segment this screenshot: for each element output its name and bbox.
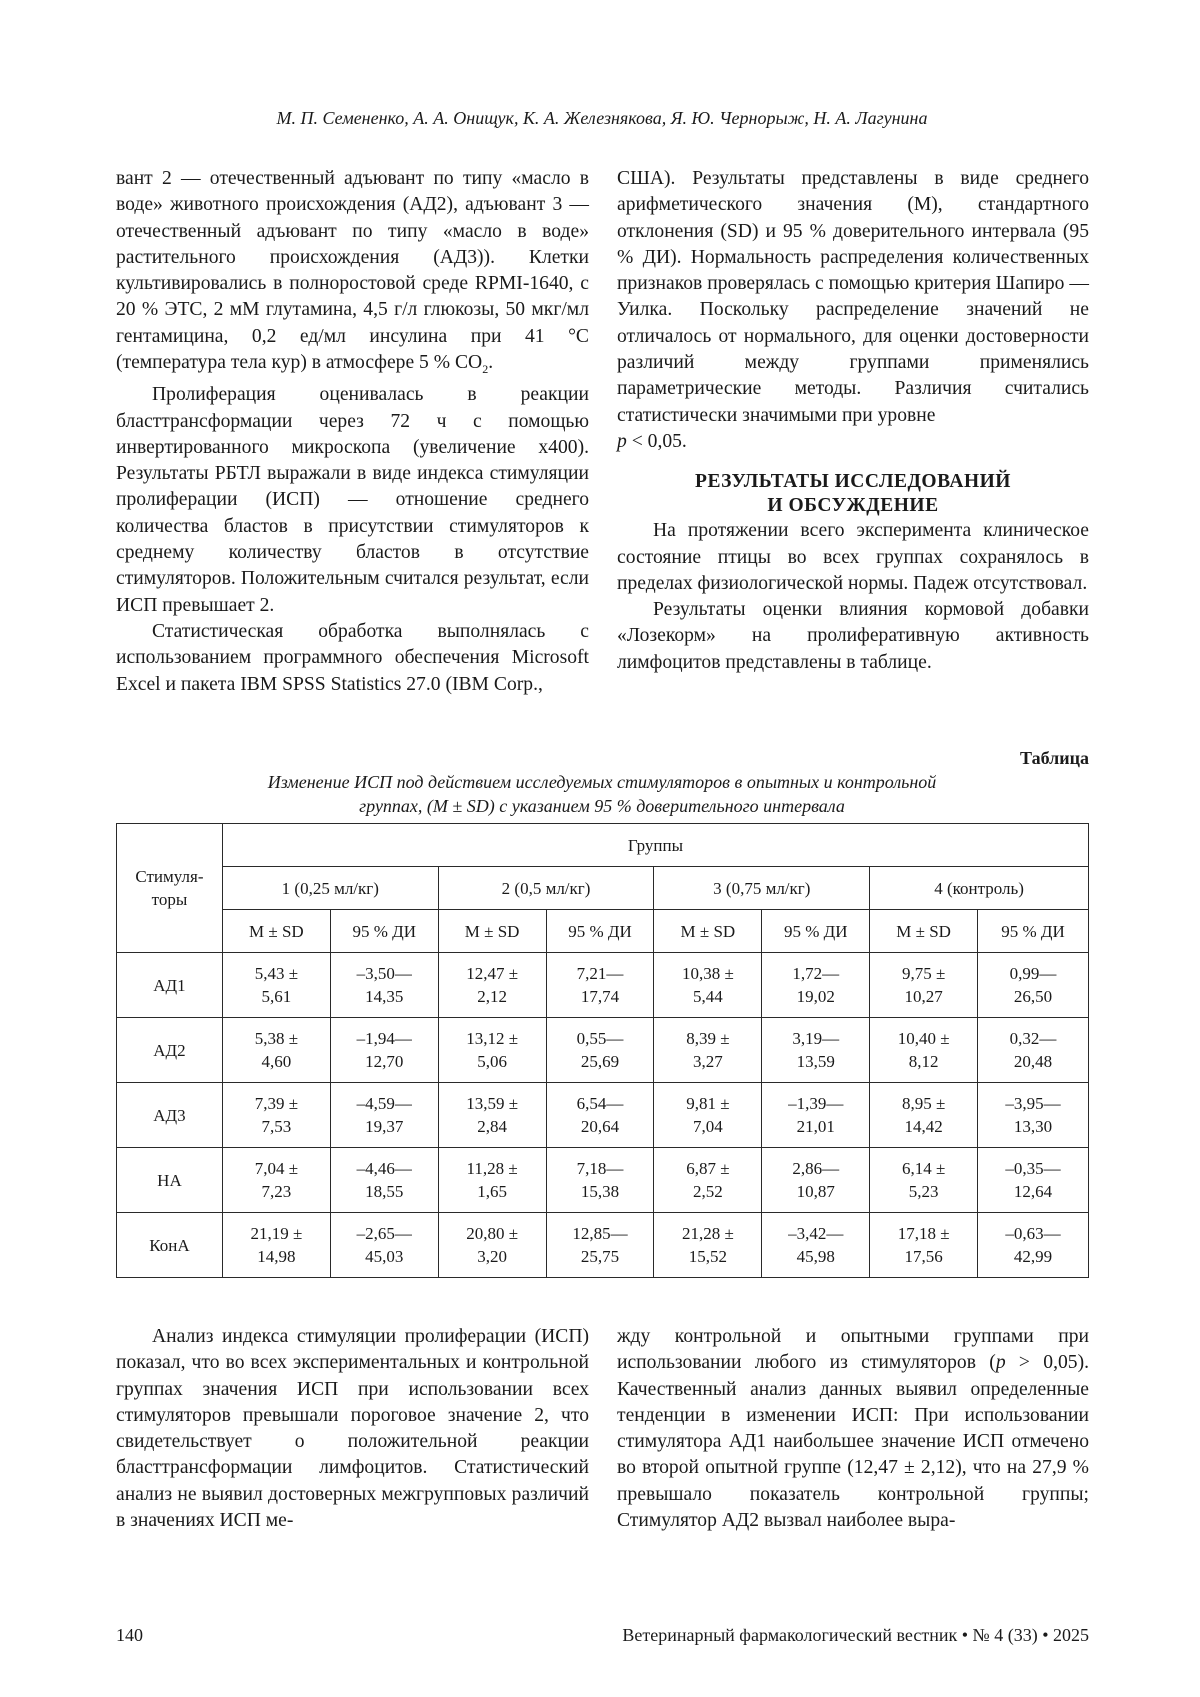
column-4 <box>617 1324 1089 1534</box>
table-cell: –4,46— 18,55 <box>330 1148 438 1213</box>
paragraph: Результаты оценки влияния кормовой добавки «Лозекорм» на пролиферативную активность лимфоцитов представлены в таблице. <box>617 599 1089 673</box>
paragraph: Пролиферация оценивалась в реакции бласттрансформации через 72 ч с помощью инвертированного микроскопа (увеличение х400). Результаты РБТЛ выражали в виде индекса стимуляции пролиферации (ИСП) — отношение среднего количества бластов в присутствии стимуляторов к среднему количеству бластов в отсутствие стимуляторов. Положительным считался результат, если ИСП превышает 2. <box>116 384 589 616</box>
running-header: М. П. Семененко, А. А. Онищук, К. А. Железнякова, Я. Ю. Чернорыж, Н. А. Лагунина <box>276 108 928 128</box>
paragraph: На протяжении всего эксперимента клиническое состояние птицы во всех группах сохранялось в пределах физиологической нормы. Падеж отсутствовал. <box>617 520 1089 594</box>
table-cell: –1,94— 12,70 <box>330 1018 438 1083</box>
table-row <box>117 953 1089 1018</box>
table-cell: 8,39 ± 3,27 <box>654 1018 762 1083</box>
table-cell: 9,75 ± 10,27 <box>870 953 978 1018</box>
stimulator-name: НА <box>117 1148 223 1213</box>
table-cell: 5,38 ± 4,60 <box>222 1018 330 1083</box>
table-cell: 2,86— 10,87 <box>762 1148 870 1213</box>
subheader: 95 % ДИ <box>546 910 654 953</box>
groups-header: Группы <box>222 824 1088 867</box>
paragraph: США). Результаты представлены в виде среднего арифметического значения (М), стандартного отклонения (SD) и 95 % доверительного интервала (95 % ДИ). Нормальность распределения количественных признаков проверялась с помощью критерия Шапиро — Уилка. Поскольку распределение значений не отличалось от нормального, для оценки достоверности различий между группами применялись параметрические методы. Различия считались статистически значимыми при уровне p < 0,05. <box>617 168 1089 452</box>
table-cell: 9,81 ± 7,04 <box>654 1083 762 1148</box>
column-3 <box>116 1324 589 1534</box>
paragraph: вант 2 — отечественный адъювант по типу «масло в воде» животного происхождения (АД2), адъювант 3 — отечественный адъювант по типу «масло в воде» растительного происхождения (АД3)). Клетки культивировались в полноростовой среде RPMI-1640, с 20 % ЭТС, 2 мМ глутамина, 4,5 г/л глюкозы, 50 мкг/мл гентамицина, 0,2 ед/мл инсулина при 41 °C (температура тела кур) в атмосфере 5 % $CO_2$. <box>116 168 589 376</box>
table-caption: Изменение ИСП под действием исследуемых стимуляторов в опытных и контрольной группах, (M ± SD) с указанием 95 % доверительного интервала <box>267 772 937 816</box>
table-cell: 6,14 ± 5,23 <box>870 1148 978 1213</box>
table-cell: 11,28 ± 1,65 <box>438 1148 546 1213</box>
table-cell: 0,99— 26,50 <box>978 953 1089 1018</box>
table-label: Таблица <box>1020 748 1089 768</box>
results-table <box>116 823 1089 1278</box>
table-cell: 10,38 ± 5,44 <box>654 953 762 1018</box>
journal-footer: Ветеринарный фармакологический вестник • № 4 (33) • 2025 <box>622 1625 1089 1645</box>
table-cell: 0,32— 20,48 <box>978 1018 1089 1083</box>
group-header: 1 (0,25 мл/кг) <box>222 867 438 910</box>
table-cell: 7,18— 15,38 <box>546 1148 654 1213</box>
table-cell: –1,39— 21,01 <box>762 1083 870 1148</box>
table-cell: 8,95 ± 14,42 <box>870 1083 978 1148</box>
table-cell: –4,59— 19,37 <box>330 1083 438 1148</box>
stimulator-name: АД1 <box>117 953 223 1018</box>
section-title: РЕЗУЛЬТАТЫ ИССЛЕДОВАНИЙ И ОБСУЖДЕНИЕ <box>695 471 1011 517</box>
group-header: 4 (контроль) <box>870 867 1089 910</box>
table-cell: 6,87 ± 2,52 <box>654 1148 762 1213</box>
table-cell: 12,47 ± 2,12 <box>438 953 546 1018</box>
table-cell: –2,65— 45,03 <box>330 1213 438 1278</box>
table-row <box>117 1083 1089 1148</box>
table-row <box>117 1213 1089 1278</box>
table-cell: 21,19 ± 14,98 <box>222 1213 330 1278</box>
group-header: 3 (0,75 мл/кг) <box>654 867 870 910</box>
table-cell: 13,59 ± 2,84 <box>438 1083 546 1148</box>
subheader: M ± SD <box>438 910 546 953</box>
table-cell: –0,35— 12,64 <box>978 1148 1089 1213</box>
table-cell: 13,12 ± 5,06 <box>438 1018 546 1083</box>
table-cell: 7,39 ± 7,53 <box>222 1083 330 1148</box>
table-cell: 17,18 ± 17,56 <box>870 1213 978 1278</box>
table-cell: –3,50— 14,35 <box>330 953 438 1018</box>
stimulator-name: КонА <box>117 1213 223 1278</box>
column-1 <box>116 166 589 698</box>
table-cell: –3,95— 13,30 <box>978 1083 1089 1148</box>
subheader: 95 % ДИ <box>978 910 1089 953</box>
table-cell: 5,43 ± 5,61 <box>222 953 330 1018</box>
stimulator-name: АД3 <box>117 1083 223 1148</box>
table-cell: 0,55— 25,69 <box>546 1018 654 1083</box>
paragraph: жду контрольной и опытными группами при использовании любого из стимуляторов (p > 0,05). Качественный анализ данных выявил определенные тенденции в изменении ИСП: При использовании стимулятора АД1 наибольшее значение ИСП отмечено во второй опытной группе (12,47 ± 2,12), что на 27,9 % превышало показатель контрольной группы; Стимулятор АД2 вызвал наиболее выра- <box>617 1326 1089 1532</box>
table-cell: 21,28 ± 15,52 <box>654 1213 762 1278</box>
table-cell: –0,63— 42,99 <box>978 1213 1089 1278</box>
table-cell: 3,19— 13,59 <box>762 1018 870 1083</box>
subheader: 95 % ДИ <box>762 910 870 953</box>
table-row <box>117 1148 1089 1213</box>
table-cell: 20,80 ± 3,20 <box>438 1213 546 1278</box>
table-cell: 6,54— 20,64 <box>546 1083 654 1148</box>
stimulators-header: Стимуля- торы <box>117 824 223 953</box>
group-header: 2 (0,5 мл/кг) <box>438 867 654 910</box>
subheader: M ± SD <box>870 910 978 953</box>
table-row <box>117 1018 1089 1083</box>
page-number: 140 <box>116 1625 143 1645</box>
table-cell: 1,72— 19,02 <box>762 953 870 1018</box>
table-cell: –3,42— 45,98 <box>762 1213 870 1278</box>
column-2 <box>617 166 1089 676</box>
subheader: 95 % ДИ <box>330 910 438 953</box>
table-cell: 7,21— 17,74 <box>546 953 654 1018</box>
table-cell: 7,04 ± 7,23 <box>222 1148 330 1213</box>
table-cell: 10,40 ± 8,12 <box>870 1018 978 1083</box>
subheader: M ± SD <box>654 910 762 953</box>
paragraph: Статистическая обработка выполнялась с использованием программного обеспечения Microsoft Excel и пакета IBM SPSS Statistics 27.0 (IBM Corp., <box>116 620 589 695</box>
paragraph: Анализ индекса стимуляции пролиферации (ИСП) показал, что во всех экспериментальных и контрольной группах значения ИСП при использовании всех стимуляторов превышали пороговое значение 2, что свидетельствует о положительной реакции бласттрансформации лимфоцитов. Статистический анализ не выявил достоверных межгрупповых различий в значениях ИСП ме- <box>116 1326 589 1532</box>
stimulator-name: АД2 <box>117 1018 223 1083</box>
table-cell: 12,85— 25,75 <box>546 1213 654 1278</box>
subheader: M ± SD <box>222 910 330 953</box>
